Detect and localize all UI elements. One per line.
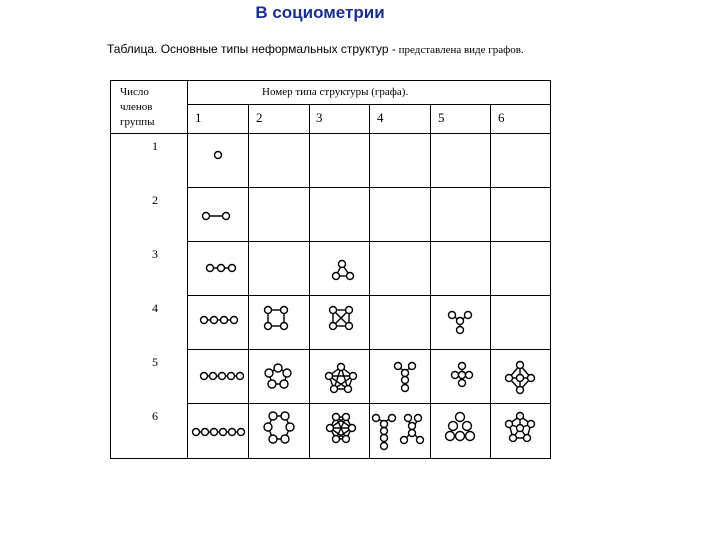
- graph-6-3: [327, 414, 356, 443]
- row-number-1: 1: [152, 139, 158, 153]
- col-number-6: 6: [498, 110, 505, 125]
- graph-5-3: [326, 364, 357, 393]
- row-header-line-2: членов: [120, 101, 153, 113]
- row-header-line-1: Число: [120, 86, 149, 98]
- row-number-5: 5: [152, 355, 158, 369]
- graph-3-1: [207, 265, 236, 272]
- page-title: В социометрии: [255, 3, 385, 22]
- row-number-3: 3: [152, 247, 158, 261]
- table-frame: [111, 81, 551, 459]
- graph-5-4: [395, 363, 416, 392]
- graph-5-1: [201, 373, 244, 380]
- col-number-2: 2: [256, 110, 263, 125]
- graph-5-6: [506, 362, 535, 394]
- graph-3-3: [333, 261, 354, 280]
- graph-6-1: [193, 429, 245, 436]
- col-number-3: 3: [316, 110, 323, 125]
- graph-4-2: [265, 307, 288, 330]
- col-number-5: 5: [438, 110, 445, 125]
- row-number-4: 4: [152, 301, 158, 315]
- col-number-4: 4: [377, 110, 384, 125]
- caption-main: Таблица. Основные типы неформальных структур -: [107, 42, 396, 56]
- graph-1-1: [215, 152, 222, 159]
- col-number-1: 1: [195, 110, 202, 125]
- graph-6-4: [373, 415, 424, 450]
- graph-6-2: [264, 412, 294, 443]
- col-group-header: Номер типа структуры (графа).: [262, 86, 409, 98]
- graph-4-3: [330, 307, 353, 330]
- graph-5-2: [265, 364, 291, 388]
- graph-5-5: [452, 363, 473, 387]
- graph-6-6: [506, 413, 535, 442]
- row-number-2: 2: [152, 193, 158, 207]
- graph-2-1: [203, 213, 230, 220]
- row-number-6: 6: [152, 409, 158, 423]
- graph-4-1: [201, 317, 238, 324]
- graph-6-5: [446, 413, 475, 441]
- graph-4-5: [449, 312, 472, 334]
- caption-tail: представлена виде графов.: [395, 44, 524, 56]
- row-header-line-3: группы: [120, 116, 155, 128]
